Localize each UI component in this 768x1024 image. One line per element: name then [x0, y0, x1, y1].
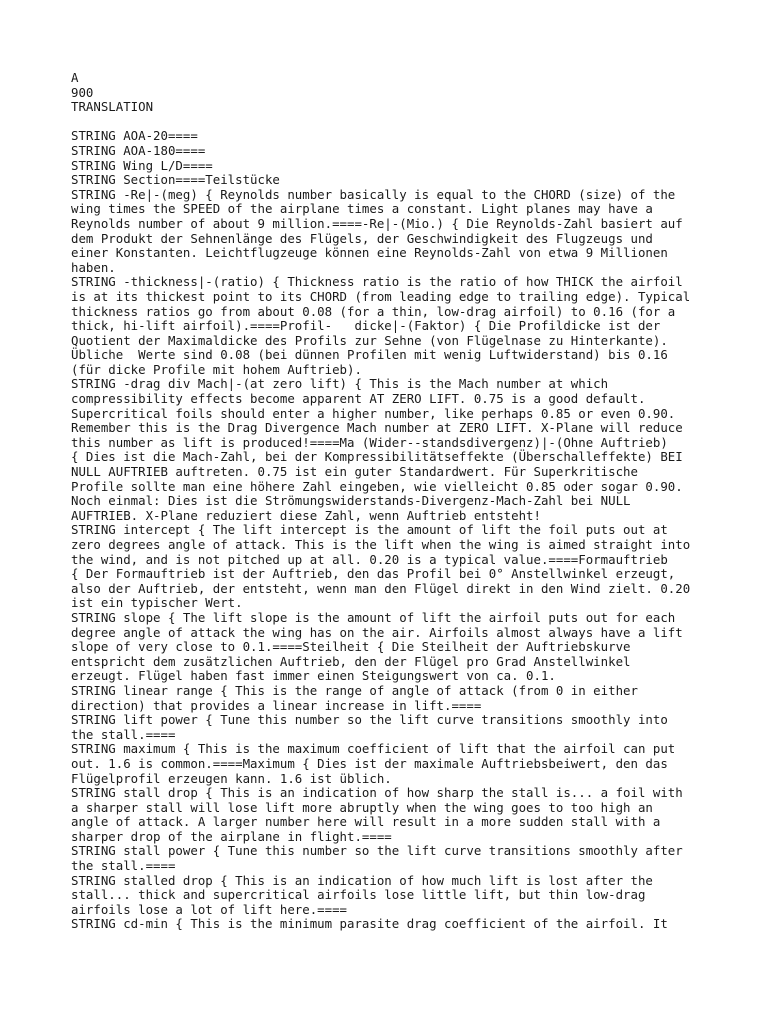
text-line: ist ein typischer Wert.	[71, 595, 243, 611]
text-line: STRING -Re|-(meg) { Reynolds number basically is equal to the CHORD (size) of the	[71, 186, 676, 202]
text-line: { Der Formauftrieb ist der Auftrieb, den das Profil bei 0° Anstellwinkel erzeugt,	[71, 566, 676, 582]
text-line: STRING maximum { This is the maximum coefficient of lift that the airfoil can put	[71, 741, 676, 757]
text-line: STRING Wing L/D====	[71, 157, 213, 173]
translation-body	[71, 129, 761, 932]
text-line: the wind, and is not pitched up at all. 0.20 is a typical value.====Formauftrieb	[71, 551, 668, 567]
text-line: also der Auftrieb, der entsteht, wenn man den Flügel direkt in den Wind zielt. 0.20	[71, 580, 691, 596]
document-page	[71, 71, 761, 932]
text-line: degree angle of attack the wing has on the air. Airfoils almost always have a lift	[71, 624, 683, 640]
text-line: thickness ratios go from about 0.08 (for a thin, low-drag airfoil) to 0.16 (for a	[71, 303, 676, 319]
text-line: Supercritical foils should enter a higher number, like perhaps 0.85 or even 0.90.	[71, 405, 676, 421]
text-line: STRING -drag div Mach|-(at zero lift) { This is the Mach number at which	[71, 376, 609, 392]
text-line: NULL AUFTRIEB auftreten. 0.75 ist ein guter Standardwert. Für Superkritische	[71, 464, 638, 480]
blank-line	[71, 115, 761, 130]
text-line: sharper drop of the airplane in flight.====	[71, 828, 392, 844]
text-line: compressibility effects become apparent AT ZERO LIFT. 0.75 is a good default.	[71, 391, 646, 407]
text-line: this number as lift is produced!====Ma (Wider--standsdivergenz)|-(Ohne Auftrieb)	[71, 434, 668, 450]
text-line: out. 1.6 is common.====Maximum { Dies ist der maximale Auftriebsbeiwert, den das	[71, 755, 668, 771]
text-line: STRING stall drop { This is an indication of how sharp the stall is... a foil with	[71, 785, 683, 801]
header-line-3: TRANSLATION	[71, 99, 154, 115]
text-line: STRING AOA-180====	[71, 142, 206, 158]
text-line: AUFTRIEB. X-Plane reduziert diese Zahl, wenn Auftrieb entsteht!	[71, 507, 541, 523]
text-line: STRING linear range { This is the range of angle of attack (from 0 in either	[71, 682, 638, 698]
text-line: STRING AOA-20====	[71, 128, 198, 144]
text-line: haben.	[71, 259, 116, 275]
text-line: stall... thick and supercritical airfoils lose little lift, but thin low-drag	[71, 887, 646, 903]
text-line: einer Konstanten. Leichtflugzeuge können eine Reynolds-Zahl von etwa 9 Millionen	[71, 245, 668, 261]
text-line: { Dies ist die Mach-Zahl, bei der Kompressibilitätseffekte (Überschalleffekte) BEI	[71, 449, 683, 465]
text-line: Remember this is the Drag Divergence Mach number at ZERO LIFT. X-Plane will reduce	[71, 420, 683, 436]
text-line: a sharper stall will lose lift more abruptly when the wing goes to too high an	[71, 799, 653, 815]
text-line: Übliche Werte sind 0.08 (bei dünnen Profilen mit wenig Luftwiderstand) bis 0.16	[71, 347, 668, 363]
header-line-1: A	[71, 70, 79, 85]
text-line: zero degrees angle of attack. This is the lift when the wing is aimed straight into	[71, 537, 691, 552]
text-line: airfoils lose a lot of lift here.====	[71, 901, 348, 917]
text-line: (für dicke Profile mit hohem Auftrieb).	[71, 361, 362, 377]
text-line: STRING lift power { Tune this number so the lift curve transitions smoothly into	[71, 712, 668, 728]
text-line: wing times the SPEED of the airplane times a constant. Light planes may have a	[71, 201, 653, 217]
text-line: entspricht dem zusätzlichen Auftrieb, den der Flügel pro Grad Anstellwinkel	[71, 653, 631, 669]
text-line: Reynolds number of about 9 million.====-Re|-(Mio.) { Die Reynolds-Zahl basiert auf	[71, 215, 683, 231]
text-line: Flügelprofil erzeugen kann. 1.6 ist üblich.	[71, 770, 392, 786]
text-line: STRING -thickness|-(ratio) { Thickness ratio is the ratio of how THICK the airfoil	[71, 274, 683, 290]
header-line-2: 900	[71, 84, 94, 100]
text-line: dem Produkt der Sehnenlänge des Flügels, der Geschwindigkeit des Flugzeugs und	[71, 230, 653, 246]
text-line: slope of very close to 0.1.====Steilheit { Die Steilheit der Auftriebskurve	[71, 639, 631, 655]
text-line: direction) that provides a linear increase in lift.====	[71, 697, 482, 713]
text-line: Profile sollte man eine höhere Zahl eingeben, wie vielleicht 0.85 oder sogar 0.90.	[71, 478, 683, 494]
text-line: angle of attack. A larger number here will result in a more sudden stall with a	[71, 814, 661, 830]
text-line: thick, hi-lift airfoil).====Profil- dicke|-(Faktor) { Die Profildicke ist der	[71, 318, 661, 334]
text-line: Quotient der Maximaldicke des Profils zur Sehne (von Flügelnase zu Hinterkante).	[71, 332, 668, 348]
text-line: STRING stalled drop { This is an indication of how much lift is lost after the	[71, 872, 653, 888]
text-line: is at its thickest point to its CHORD (from leading edge to trailing edge). Typical	[71, 288, 691, 304]
text-line: STRING slope { The lift slope is the amount of lift the airfoil puts out for each	[71, 609, 676, 625]
text-line: STRING stall power { Tune this number so the lift curve transitions smoothly after	[71, 843, 683, 859]
text-line: erzeugt. Flügel haben fast immer einen Steigungswert von ca. 0.1.	[71, 668, 556, 684]
text-line: STRING cd-min { This is the minimum parasite drag coefficient of the airfoil. It	[71, 916, 668, 932]
text-line: Noch einmal: Dies ist die Strömungswiderstands-Divergenz-Mach-Zahl bei NULL	[71, 493, 631, 509]
text-line: the stall.====	[71, 726, 176, 742]
text-line: STRING Section====Teilstücke	[71, 172, 280, 188]
text-line: the stall.====	[71, 858, 176, 874]
text-line: STRING intercept { The lift intercept is the amount of lift the foil puts out at	[71, 522, 668, 538]
